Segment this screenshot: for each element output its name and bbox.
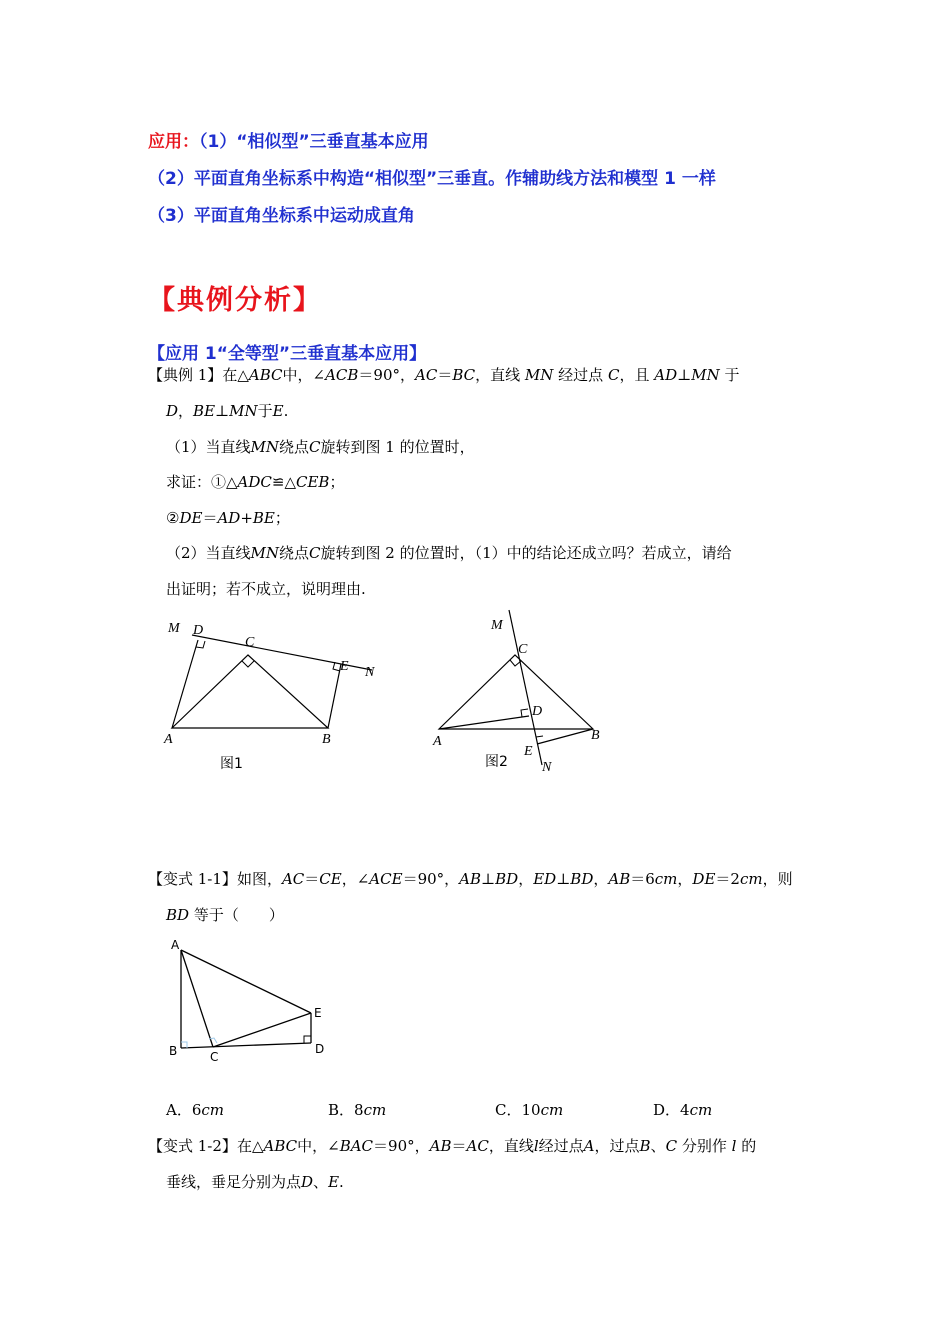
variant1-2-line1: 【变式 1-2】在△ABC中，∠BAC＝90°，AB＝AC，直线l经过点A，过点B、C 分别作 l 的 <box>148 1137 757 1155</box>
label-e: E <box>314 1006 322 1020</box>
label-b: B <box>169 1044 178 1058</box>
label-d: D <box>532 704 543 719</box>
example1-q1: （1）当直线MN绕点C旋转到图 1 的位置时， <box>166 438 475 456</box>
label-a: A <box>171 938 180 952</box>
section-title: 【典例分析】 <box>148 285 322 316</box>
label-c: C <box>210 1050 219 1064</box>
label-a: A <box>433 734 442 749</box>
right-angle-d <box>304 1036 311 1043</box>
label-d: D <box>193 623 204 638</box>
header-line-3: （3）平面直角坐标系中运动成直角 <box>148 206 415 226</box>
example1-prove1: 求证：①△ADC≌△CEB； <box>166 473 345 491</box>
right-angle-b <box>181 1042 187 1048</box>
segment-ae <box>181 950 311 1013</box>
example1-line1: 【典例 1】在△ABC中，∠ACB＝90°，AC＝BC，直线 MN 经过点 C，且 AD⊥MN 于 <box>148 366 740 384</box>
header-line-2: （2）平面直角坐标系中构造“相似型”三垂直。作辅助线方法和模型 1 一样 <box>148 169 716 189</box>
figure-1-caption: 图1 <box>220 756 243 772</box>
label-a: A <box>164 732 173 747</box>
variant1-1-figure <box>165 935 345 1065</box>
label-c: C <box>518 642 528 657</box>
variant1-1-line2: BD 等于（ ） <box>166 906 284 924</box>
figure-1 <box>160 610 390 780</box>
right-angle-e <box>536 736 543 737</box>
option-c[interactable]: C．10cm <box>495 1101 564 1119</box>
example1-prove2: ②DE＝AD+BE； <box>166 509 290 527</box>
segment-ad <box>439 716 529 729</box>
figure-2-caption: 图2 <box>485 754 508 770</box>
line-mn <box>509 610 542 765</box>
right-angle-c <box>242 661 254 667</box>
label-d: D <box>315 1042 325 1056</box>
segment-ac <box>181 950 213 1047</box>
segment-ce <box>213 1013 311 1047</box>
app-label: 应用： <box>148 132 199 152</box>
segment-bd <box>181 1043 311 1048</box>
example1-q2: （2）当直线MN绕点C旋转到图 2 的位置时，（1）中的结论还成立吗？若成立，请给 <box>166 544 732 562</box>
app1-heading: 【应用 1“全等型”三垂直基本应用】 <box>148 344 427 364</box>
variant1-1-line1: 【变式 1-1】如图，AC＝CE，∠ACE＝90°，AB⊥BD，ED⊥BD，AB＝6cm，DE＝2cm，则 <box>148 870 793 888</box>
label-m: M <box>168 621 180 636</box>
example1-q2-cont: 出证明；若不成立，说明理由. <box>166 580 366 598</box>
option-b[interactable]: B．8cm <box>328 1101 387 1119</box>
label-e: E <box>340 659 349 674</box>
label-n: N <box>365 665 375 680</box>
label-n: N <box>542 760 552 775</box>
example1-line2: D，BE⊥MN于E. <box>166 402 289 420</box>
segment-be <box>537 729 593 744</box>
option-a[interactable]: A．6cm <box>166 1101 225 1119</box>
label-b: B <box>591 728 600 743</box>
label-m: M <box>491 618 503 633</box>
option-d[interactable]: D．4cm <box>653 1101 713 1119</box>
label-b: B <box>322 732 331 747</box>
header-line-1: 应用：（1）“相似型”三垂直基本应用 <box>148 132 429 152</box>
triangle-abc <box>172 655 328 728</box>
figure-2 <box>425 605 615 780</box>
label-e: E <box>524 744 533 759</box>
variant1-2-line2: 垂线，垂足分别为点D、E. <box>166 1173 344 1191</box>
label-c: C <box>245 635 255 650</box>
